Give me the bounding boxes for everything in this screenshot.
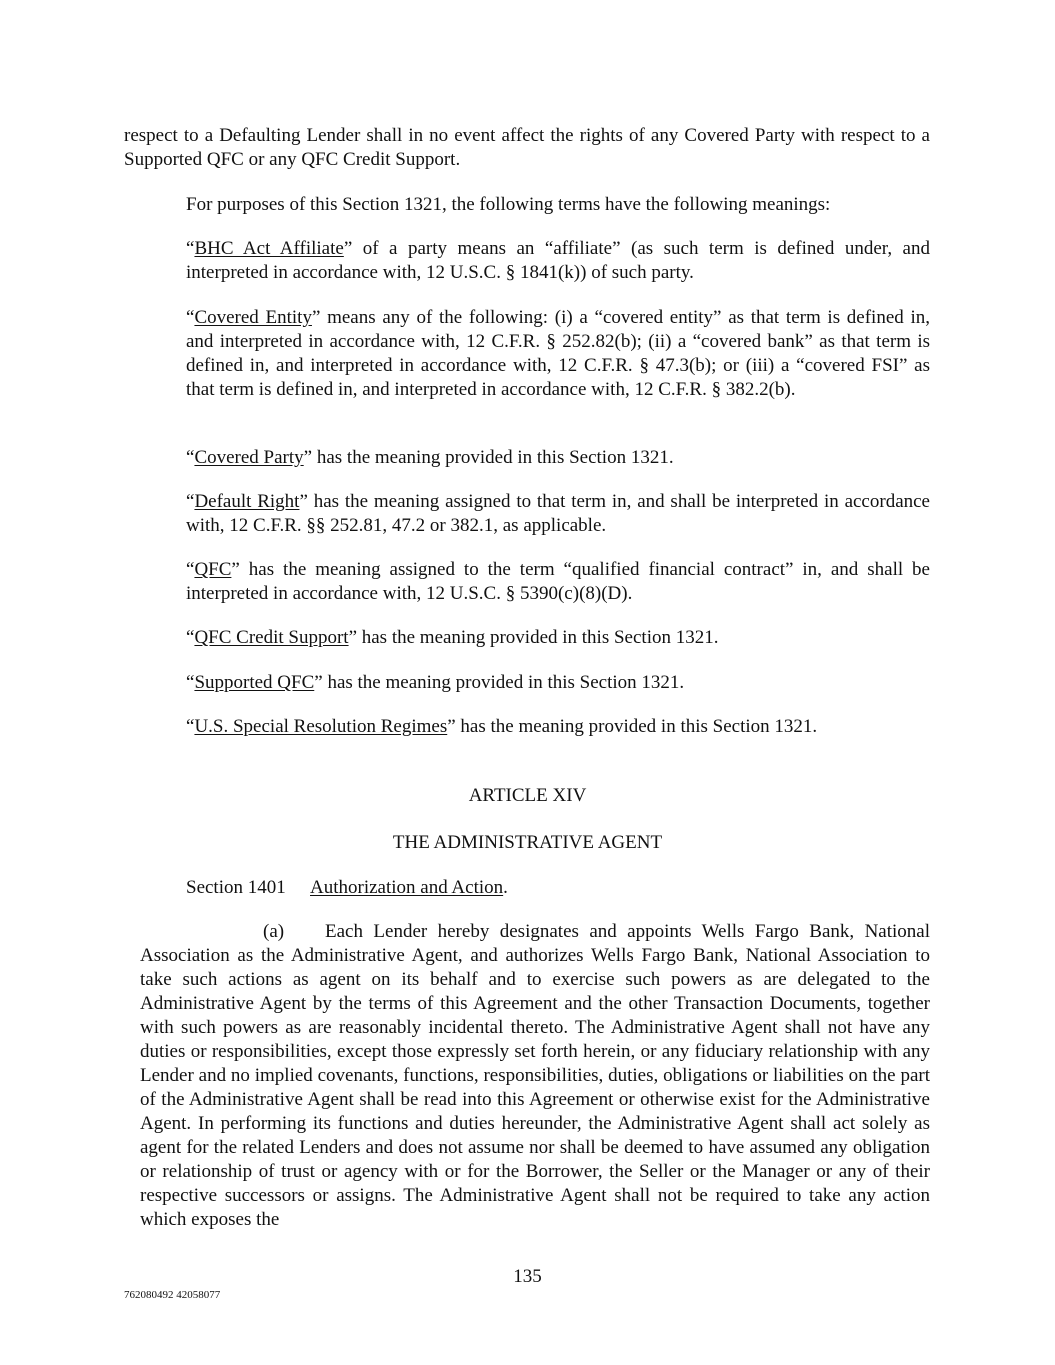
paragraph-a <box>140 920 930 1232</box>
continuation-paragraph: respect to a Defaulting Lender shall in no event affect the rights of any Covered Party with respect to a Supported QFC or any QFC Credit Support. <box>124 125 930 170</box>
defined-term: Default Right <box>194 491 300 512</box>
definitions-intro: For purposes of this Section 1321, the following terms have the following meanings: <box>186 194 831 215</box>
document-id: 762080492 42058077 <box>124 1289 221 1301</box>
paragraph-a-text: Each Lender hereby designates and appoints Wells Fargo Bank, National Association as the Administrative Agent, and authorizes Wells Fargo Bank, National Association to take such actions as agent on its behalf and to exercise such powers as are delegated to the Administrative Agent by the terms of this Agreement and the other Transaction Documents, together with such powers as are reasonably incidental thereto. The Administrative Agent shall not have any duties or responsibilities, except those expressly set forth herein, or any fiduciary relationship with any Lender and no implied covenants, functions, responsibilities, duties, obligations or liabilities on the part of the Administrative Agent shall be read into this Agreement or otherwise exist for the Administrative Agent. In performing its functions and duties hereunder, the Administrative Agent shall act solely as agent for the related Lenders and does not assume nor shall be deemed to have assumed any obligation or relationship of trust or agency with or for the Borrower, the Seller or the Manager or any of their respective successors or assigns. The Administrative Agent shall not be required to take any action which exposes the <box>140 921 930 1230</box>
definition-supported-qfc: “Supported QFC” has the meaning provided in this Section 1321. <box>186 672 685 693</box>
defined-term: QFC Credit Support <box>194 627 349 648</box>
definition-qfc: “QFC” has the meaning assigned to the term “qualified financial contract” in, and shall be interpreted in accordance with, 12 U.S.C. § 5390(c)(8)(D). <box>186 559 930 604</box>
section-title: Authorization and Action <box>310 877 504 898</box>
defined-term: QFC <box>194 559 232 580</box>
defined-term: U.S. Special Resolution Regimes <box>194 716 448 737</box>
definition-bhc-act-affiliate: “BHC Act Affiliate” of a party means an “affiliate” (as such term is defined under, and interpreted in accordance with, 12 U.S.C. § 1841(k)) of such party. <box>186 238 930 283</box>
definition-default-right: “Default Right” has the meaning assigned to that term in, and shall be interpreted in accordance with, 12 C.F.R. §§ 252.81, 47.2 or 382.1, as applicable. <box>186 491 930 536</box>
section-number: Section 1401 <box>186 877 286 898</box>
definition-covered-entity: “Covered Entity” means any of the following: (i) a “covered entity” as that term is defined in, and interpreted in accordance with, 12 C.F.R. § 252.82(b); (ii) a “covered bank” as that term is defined in, and interpreted in accordance with, 12 C.F.R. § 47.3(b); or (iii) a “covered FSI” as that term is defined in, and interpreted in accordance with, 12 C.F.R. § 382.2(b). <box>186 307 931 400</box>
defined-term: Covered Party <box>194 447 304 468</box>
defined-term: BHC Act Affiliate <box>194 238 344 259</box>
section-heading: Section 1401 Authorization and Action. <box>186 877 508 898</box>
article-number: ARTICLE XIV <box>468 785 587 806</box>
article-title: THE ADMINISTRATIVE AGENT <box>392 832 663 853</box>
definition-qfc-credit-support: “QFC Credit Support” has the meaning provided in this Section 1321. <box>186 627 719 648</box>
page-number: 135 <box>513 1266 542 1287</box>
definition-covered-party: “Covered Party” has the meaning provided in this Section 1321. <box>186 447 674 468</box>
definition-us-special-resolution-regimes: “U.S. Special Resolution Regimes” has the meaning provided in this Section 1321. <box>186 716 818 737</box>
paragraph-label: (a) <box>263 921 285 942</box>
defined-term: Supported QFC <box>194 672 315 693</box>
defined-term: Covered Entity <box>194 307 312 328</box>
